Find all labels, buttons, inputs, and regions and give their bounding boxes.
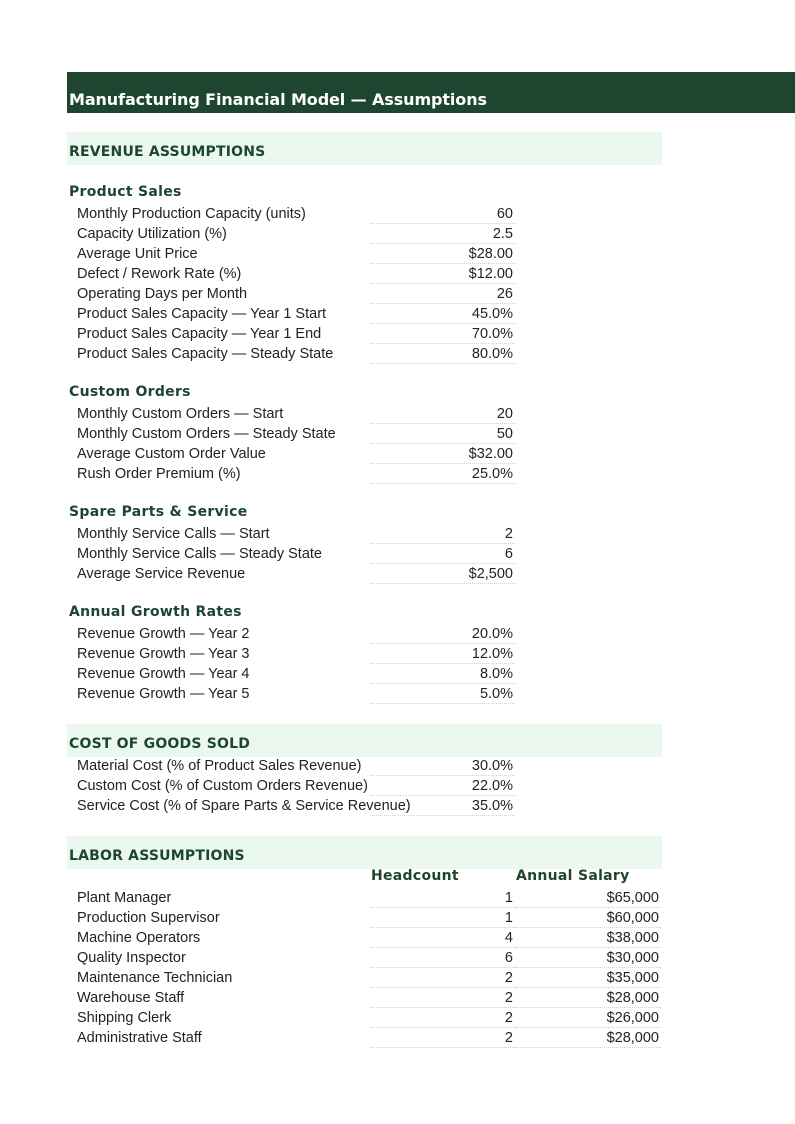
labor-row xyxy=(0,928,795,948)
value-cell[interactable] xyxy=(370,324,515,344)
value-cell[interactable] xyxy=(370,444,515,464)
title-bar xyxy=(67,72,795,113)
row-value: 30.0% xyxy=(471,758,513,774)
section-header-revenue xyxy=(67,132,662,165)
assumption-row xyxy=(0,304,795,324)
value-cell[interactable] xyxy=(370,684,515,704)
row-value: 22.0% xyxy=(471,778,513,794)
row-label: Average Unit Price xyxy=(77,246,198,262)
headcount-cell[interactable] xyxy=(370,888,515,908)
headcount-value: 2 xyxy=(504,1030,513,1046)
role-label: Machine Operators xyxy=(77,930,201,946)
row-value: 70.0% xyxy=(471,326,513,342)
value-cell[interactable] xyxy=(370,284,515,304)
salary-value: $65,000 xyxy=(606,890,659,906)
row-value: 2 xyxy=(504,526,513,542)
assumption-row xyxy=(0,796,795,816)
column-header-headcount: Headcount xyxy=(371,868,459,884)
salary-value: $35,000 xyxy=(606,970,659,986)
headcount-value: 1 xyxy=(504,910,513,926)
labor-row xyxy=(0,908,795,928)
headcount-value: 4 xyxy=(504,930,513,946)
salary-cell[interactable] xyxy=(515,1028,661,1048)
row-label: Service Cost (% of Spare Parts & Service Revenue) xyxy=(77,798,411,814)
row-label: Material Cost (% of Product Sales Revenue) xyxy=(77,758,362,774)
assumption-row xyxy=(0,464,795,484)
row-value: 6 xyxy=(504,546,513,562)
assumption-row xyxy=(0,664,795,684)
row-value: 20.0% xyxy=(471,626,513,642)
role-label: Quality Inspector xyxy=(77,950,186,966)
value-cell[interactable] xyxy=(370,544,515,564)
role-label: Administrative Staff xyxy=(77,1030,202,1046)
salary-cell[interactable] xyxy=(515,988,661,1008)
assumption-row xyxy=(0,404,795,424)
assumption-row xyxy=(0,564,795,584)
row-label: Monthly Custom Orders — Start xyxy=(77,406,284,422)
salary-cell[interactable] xyxy=(515,1008,661,1028)
subsection-title-growth: Annual Growth Rates xyxy=(69,604,242,620)
row-label: Operating Days per Month xyxy=(77,286,248,302)
row-value: 80.0% xyxy=(471,346,513,362)
assumption-row xyxy=(0,524,795,544)
salary-cell[interactable] xyxy=(515,948,661,968)
headcount-cell[interactable] xyxy=(370,948,515,968)
row-label: Product Sales Capacity — Year 1 End xyxy=(77,326,322,342)
value-cell[interactable] xyxy=(370,756,515,776)
assumption-row xyxy=(0,684,795,704)
value-cell[interactable] xyxy=(370,404,515,424)
headcount-value: 2 xyxy=(504,1010,513,1026)
row-label: Monthly Custom Orders — Steady State xyxy=(77,426,336,442)
role-label: Production Supervisor xyxy=(77,910,220,926)
row-label: Capacity Utilization (%) xyxy=(77,226,227,242)
row-label: Revenue Growth — Year 2 xyxy=(77,626,250,642)
section-header-cogs xyxy=(67,724,662,757)
labor-row xyxy=(0,968,795,988)
section-title: LABOR ASSUMPTIONS xyxy=(69,848,245,864)
row-label: Defect / Rework Rate (%) xyxy=(77,266,242,282)
headcount-value: 2 xyxy=(504,970,513,986)
row-label: Monthly Service Calls — Start xyxy=(77,526,270,542)
assumption-row xyxy=(0,644,795,664)
salary-cell[interactable] xyxy=(515,928,661,948)
row-label: Monthly Service Calls — Steady State xyxy=(77,546,322,562)
value-cell[interactable] xyxy=(370,776,515,796)
subsection-title-spare-parts: Spare Parts & Service xyxy=(69,504,248,520)
value-cell[interactable] xyxy=(370,524,515,544)
headcount-value: 1 xyxy=(504,890,513,906)
headcount-value: 2 xyxy=(504,990,513,1006)
row-label: Custom Cost (% of Custom Orders Revenue) xyxy=(77,778,368,794)
row-label: Average Custom Order Value xyxy=(77,446,266,462)
salary-value: $30,000 xyxy=(606,950,659,966)
value-cell[interactable] xyxy=(370,344,515,364)
row-label: Product Sales Capacity — Steady State xyxy=(77,346,334,362)
assumption-row xyxy=(0,544,795,564)
row-value: 8.0% xyxy=(479,666,513,682)
row-value: 45.0% xyxy=(471,306,513,322)
value-cell[interactable] xyxy=(370,304,515,324)
value-cell[interactable] xyxy=(370,264,515,284)
salary-value: $28,000 xyxy=(606,990,659,1006)
labor-row xyxy=(0,948,795,968)
row-value: 2.5 xyxy=(492,226,513,242)
assumption-row xyxy=(0,776,795,796)
section-title: COST OF GOODS SOLD xyxy=(69,736,251,752)
value-cell[interactable] xyxy=(370,244,515,264)
value-cell[interactable] xyxy=(370,424,515,444)
subsection-title-custom-orders: Custom Orders xyxy=(69,384,191,400)
row-value: 12.0% xyxy=(471,646,513,662)
section-header-labor xyxy=(67,836,662,869)
assumption-row xyxy=(0,224,795,244)
row-value: $32.00 xyxy=(468,446,513,462)
assumption-row xyxy=(0,756,795,776)
value-cell[interactable] xyxy=(370,564,515,584)
headcount-cell[interactable] xyxy=(370,908,515,928)
labor-row xyxy=(0,988,795,1008)
salary-value: $26,000 xyxy=(606,1010,659,1026)
role-label: Warehouse Staff xyxy=(77,990,185,1006)
value-cell[interactable] xyxy=(370,204,515,224)
subsection-title-product-sales: Product Sales xyxy=(69,184,182,200)
assumption-row xyxy=(0,264,795,284)
section-title: REVENUE ASSUMPTIONS xyxy=(69,144,266,160)
headcount-cell[interactable] xyxy=(370,1008,515,1028)
row-value: $28.00 xyxy=(468,246,513,262)
value-cell[interactable] xyxy=(370,624,515,644)
salary-cell[interactable] xyxy=(515,908,661,928)
headcount-cell[interactable] xyxy=(370,968,515,988)
assumption-row xyxy=(0,324,795,344)
assumption-row xyxy=(0,344,795,364)
labor-row xyxy=(0,888,795,908)
page-title: Manufacturing Financial Model — Assumptions xyxy=(69,90,487,109)
row-value: 20 xyxy=(496,406,513,422)
column-header-salary: Annual Salary xyxy=(516,868,630,884)
salary-cell[interactable] xyxy=(515,968,661,988)
row-label: Average Service Revenue xyxy=(77,566,246,582)
salary-value: $38,000 xyxy=(606,930,659,946)
salary-value: $60,000 xyxy=(606,910,659,926)
assumption-row xyxy=(0,284,795,304)
row-value: 50 xyxy=(496,426,513,442)
assumption-row xyxy=(0,444,795,464)
labor-row xyxy=(0,1008,795,1028)
value-cell[interactable] xyxy=(370,224,515,244)
row-label: Revenue Growth — Year 3 xyxy=(77,646,250,662)
assumption-row xyxy=(0,204,795,224)
role-label: Maintenance Technician xyxy=(77,970,233,986)
salary-value: $28,000 xyxy=(606,1030,659,1046)
value-cell[interactable] xyxy=(370,664,515,684)
labor-row xyxy=(0,1028,795,1048)
row-value: 25.0% xyxy=(471,466,513,482)
row-value: $2,500 xyxy=(468,566,513,582)
value-cell[interactable] xyxy=(370,796,515,816)
assumption-row xyxy=(0,624,795,644)
row-label: Monthly Production Capacity (units) xyxy=(77,206,306,222)
row-value: $12.00 xyxy=(468,266,513,282)
row-label: Product Sales Capacity — Year 1 Start xyxy=(77,306,327,322)
row-value: 35.0% xyxy=(471,798,513,814)
role-label: Shipping Clerk xyxy=(77,1010,172,1026)
row-label: Revenue Growth — Year 4 xyxy=(77,666,250,682)
value-cell[interactable] xyxy=(370,464,515,484)
assumption-row xyxy=(0,244,795,264)
role-label: Plant Manager xyxy=(77,890,172,906)
headcount-cell[interactable] xyxy=(370,928,515,948)
headcount-cell[interactable] xyxy=(370,1028,515,1048)
assumption-row xyxy=(0,424,795,444)
row-label: Rush Order Premium (%) xyxy=(77,466,241,482)
row-value: 5.0% xyxy=(479,686,513,702)
row-value: 60 xyxy=(496,206,513,222)
row-label: Revenue Growth — Year 5 xyxy=(77,686,250,702)
headcount-cell[interactable] xyxy=(370,988,515,1008)
headcount-value: 6 xyxy=(504,950,513,966)
salary-cell[interactable] xyxy=(515,888,661,908)
value-cell[interactable] xyxy=(370,644,515,664)
row-value: 26 xyxy=(496,286,513,302)
